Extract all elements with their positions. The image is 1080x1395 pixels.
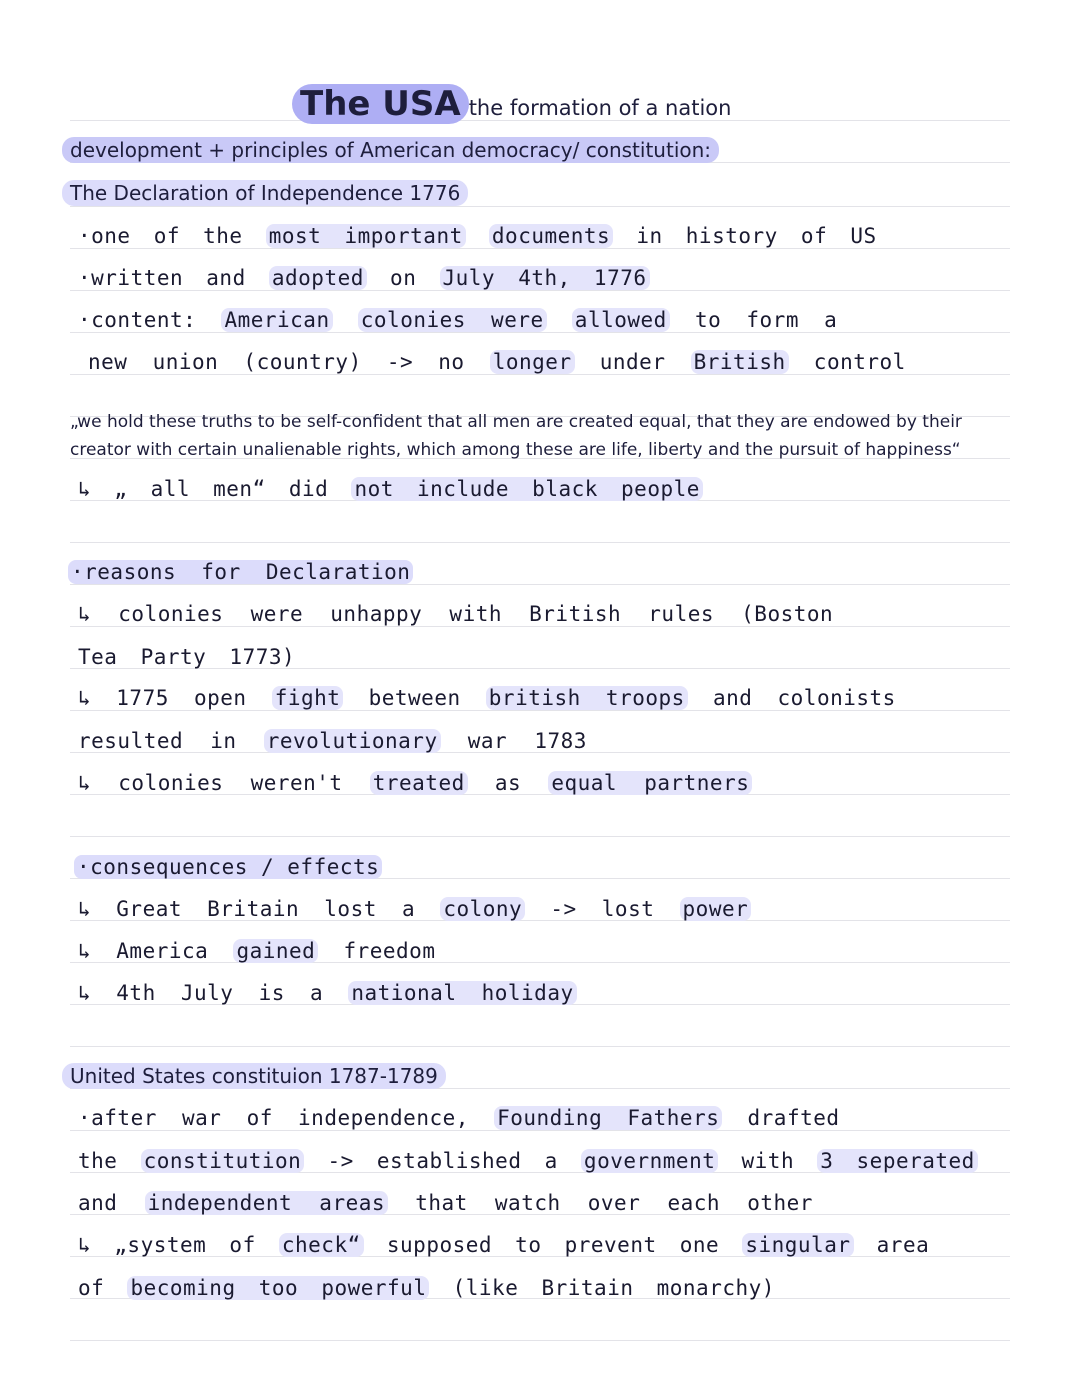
text-span: supposed to prevent one <box>386 1233 720 1257</box>
highlighted-text: check“ <box>279 1233 364 1257</box>
text-span: ↳ America <box>78 939 209 963</box>
text-span: (like Britain monarchy) <box>452 1276 775 1300</box>
highlighted-text: equal partners <box>548 771 752 795</box>
reasons-line-4 <box>78 729 587 753</box>
text-span: and <box>78 1191 118 1215</box>
highlighted-text: American <box>221 308 332 332</box>
rule-line <box>70 332 1010 333</box>
highlighted-text: independent areas <box>145 1191 388 1215</box>
declaration-heading: The Declaration of Independence 1776 <box>62 180 468 206</box>
constitution-line-2 <box>78 1149 978 1173</box>
text-span: freedom <box>343 939 436 963</box>
highlighted-text: power <box>680 897 752 921</box>
constitution-line-1 <box>78 1106 840 1130</box>
intro-heading: development + principles of American democracy/ constitution: <box>62 137 719 163</box>
highlighted-text: national holiday <box>348 981 576 1005</box>
highlighted-text: gained <box>233 939 318 963</box>
reasons-line-3 <box>78 686 896 710</box>
highlighted-text: singular <box>742 1233 853 1257</box>
consequences-line-1 <box>78 897 751 921</box>
text-span: ·content: <box>78 308 197 332</box>
highlighted-text: longer <box>490 350 575 374</box>
highlighted-text: allowed <box>572 308 670 332</box>
highlighted-text: adopted <box>269 266 367 290</box>
text-span: new union (country) -> no <box>88 350 465 374</box>
highlighted-text: fight <box>272 686 344 710</box>
rule-line <box>70 248 1010 249</box>
highlighted-text: Founding Fathers <box>494 1106 722 1130</box>
text-span: in history of US <box>636 224 877 248</box>
highlighted-text: constitution <box>141 1149 305 1173</box>
reasons-line-5 <box>78 771 752 795</box>
text-span: ↳ Great Britain lost <box>78 897 377 921</box>
constitution-line-4 <box>78 1233 929 1257</box>
text-span: under <box>599 350 666 374</box>
text-span: that watch over each other <box>415 1191 813 1215</box>
rule-line <box>70 206 1010 207</box>
declaration-line-1 <box>78 224 877 248</box>
text-span: as <box>494 771 522 795</box>
page-header <box>292 84 731 124</box>
text-span: ·one of the <box>78 224 243 248</box>
highlighted-text: treated <box>370 771 468 795</box>
highlighted-text: July 4th, 1776 <box>440 266 650 290</box>
highlighted-text: colonies were <box>358 308 547 332</box>
text-span: drafted <box>747 1106 840 1130</box>
constitution-heading-row <box>62 1064 446 1088</box>
text-span: ↳ colonies weren't <box>78 771 343 795</box>
text-span: to form a <box>694 308 838 332</box>
text-span: war 1783 <box>467 729 587 753</box>
highlighted-text: not include black people <box>351 477 702 501</box>
constitution-heading: United States constituion 1787-1789 <box>62 1063 446 1089</box>
highlighted-text: revolutionary <box>264 729 441 753</box>
text-span: with <box>741 1149 795 1173</box>
text-span: ·written and <box>78 266 246 290</box>
text-span: on <box>390 266 417 290</box>
highlighted-text: 3 seperated <box>817 1149 978 1173</box>
text-span: independence, <box>298 1106 469 1130</box>
text-span: of <box>78 1276 105 1300</box>
consequences-heading-row <box>74 855 382 879</box>
reasons-line-2: Tea Party 1773) <box>78 645 296 669</box>
reasons-heading-row <box>68 560 413 584</box>
declaration-quote-line-2: creator with certain unalienable rights, which among these are life, liberty and the pursuit of happiness“ <box>70 440 961 460</box>
consequences-heading: ·consequences / effects <box>74 855 382 879</box>
highlighted-text: British <box>691 350 789 374</box>
rule-line <box>70 374 1010 375</box>
text-span: area <box>876 1233 930 1257</box>
constitution-line-5 <box>78 1276 775 1300</box>
text-span: ↳ „ all men“ did <box>78 477 329 501</box>
highlighted-text: british troops <box>486 686 688 710</box>
highlighted-text: most important <box>266 224 466 248</box>
page-title: The USA <box>292 84 469 124</box>
text-span: ↳ 1775 open <box>78 686 247 710</box>
rule-line <box>70 1340 1010 1341</box>
rule-line <box>70 710 1010 711</box>
text-span: ↳ 4th July is a <box>78 981 324 1005</box>
highlighted-text: colony <box>440 897 525 921</box>
text-span: a <box>402 897 416 921</box>
reasons-heading: ·reasons for Declaration <box>68 560 413 584</box>
consequences-line-3 <box>78 981 577 1005</box>
declaration-heading-row <box>62 181 468 205</box>
text-span: the <box>78 1149 118 1173</box>
rule-line <box>70 1130 1010 1131</box>
text-span: and colonists <box>712 686 896 710</box>
constitution-line-3 <box>78 1191 813 1215</box>
rule-line <box>70 584 1010 585</box>
declaration-line-2 <box>78 266 650 290</box>
rule-line <box>70 290 1010 291</box>
text-span: resulted in <box>78 729 237 753</box>
text-span: between <box>368 686 461 710</box>
rule-line <box>70 542 1010 543</box>
text-span: -> established a <box>327 1149 558 1173</box>
highlighted-text: becoming too powerful <box>127 1276 429 1300</box>
text-span: ·after war of <box>78 1106 273 1130</box>
highlighted-text: government <box>581 1149 718 1173</box>
declaration-line-3 <box>78 308 837 332</box>
declaration-line-4 <box>88 350 906 374</box>
declaration-quote-line-1: „we hold these truths to be self-confident that all men are created equal, that they are endowed by their <box>70 412 962 432</box>
declaration-note <box>78 477 703 501</box>
rule-line <box>70 626 1010 627</box>
rule-line <box>70 1046 1010 1047</box>
highlighted-text: documents <box>489 224 613 248</box>
consequences-line-2 <box>78 939 435 963</box>
text-span: -> lost <box>550 897 655 921</box>
text-span: ↳ „system of <box>78 1233 256 1257</box>
intro-heading-row <box>62 138 719 162</box>
text-span: control <box>813 350 906 374</box>
rule-line <box>70 836 1010 837</box>
reasons-line-1: ↳ colonies were unhappy with British rules (Boston <box>78 602 834 626</box>
page-subtitle: the formation of a nation <box>468 96 732 120</box>
